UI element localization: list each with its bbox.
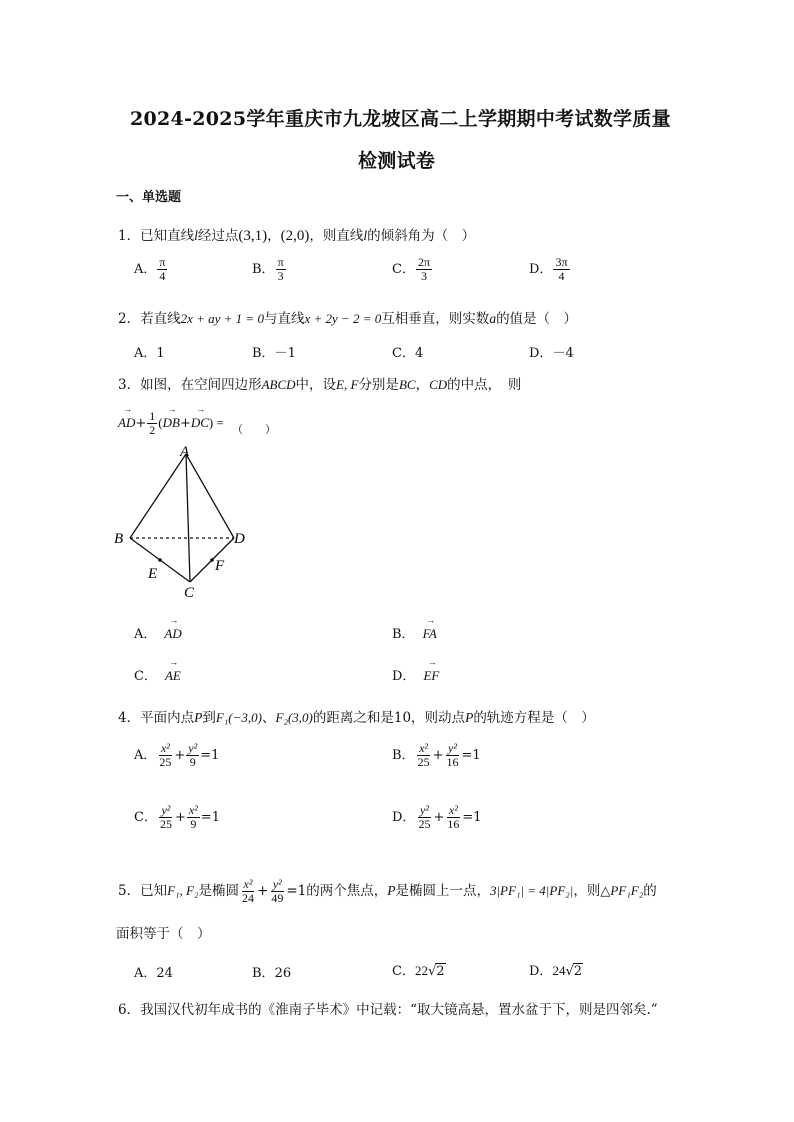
point-f bbox=[210, 558, 214, 562]
label-b: B bbox=[114, 531, 124, 547]
label-f: F bbox=[215, 558, 225, 574]
option-b[interactable]: B． $\frac{\text{x²}}{25}$ + $\frac{\text{y²}}{16}$ =1 bbox=[392, 741, 481, 769]
question-2: 2．若直线2x + ay + 1 = 0与直线x + 2y − 2 = 0互相垂直，则实数a的值是（ ） bbox=[118, 311, 578, 327]
option-c[interactable]: C．22√2 bbox=[392, 963, 445, 979]
question-3: 3．如图，在空间四边形ABCD中，设E, F分别是BC，CD的中点， 则 bbox=[118, 377, 522, 393]
option-c[interactable]: C．→ AE bbox=[134, 665, 181, 684]
option-b[interactable]: B．－1 bbox=[252, 346, 296, 361]
question-number: 2． bbox=[118, 311, 141, 327]
option-b[interactable]: B．26 bbox=[252, 966, 292, 981]
question-5-line2: 面积等于（ ） bbox=[116, 926, 211, 942]
edge-ad bbox=[186, 454, 234, 538]
option-b[interactable]: B． $\frac{\pi}{3}$ bbox=[252, 255, 284, 283]
page-title: 2024-2025学年重庆市九龙坡区高二上学期期中考试数学质量 bbox=[130, 108, 671, 130]
question-6: 6．我国汉代初年成书的《淮南子毕术》中记载：“取大镜高悬，置水盆于下，则是四邻矣.” bbox=[118, 1002, 658, 1018]
option-a[interactable]: A． $\frac{\pi}{4}$ bbox=[134, 255, 166, 283]
option-a[interactable]: A．→ AD bbox=[134, 623, 182, 642]
edge-ab bbox=[130, 454, 186, 538]
option-d[interactable]: D． $\frac{\text{y²}}{25}$ + $\frac{\text{x²}}{16}$ =1 bbox=[392, 803, 482, 831]
question-number: 1． bbox=[118, 228, 141, 244]
option-d[interactable]: D．→ EF bbox=[392, 665, 439, 684]
option-c[interactable]: C．4 bbox=[392, 346, 424, 361]
option-d[interactable]: D．－4 bbox=[529, 346, 574, 361]
option-b[interactable]: B．→ FA bbox=[392, 623, 437, 642]
edge-ac bbox=[186, 454, 190, 582]
point-e bbox=[158, 558, 162, 562]
question-4: 4．平面内点P到F₁(−3,0)、F₂(3,0)的距离之和是10，则动点P的轨迹方程是（ ） bbox=[118, 710, 595, 726]
option-d[interactable]: D．24√2 bbox=[529, 963, 583, 979]
option-c[interactable]: C． $\frac{2\pi}{3}$ bbox=[392, 255, 431, 283]
question-number: 5． bbox=[118, 883, 141, 899]
question-3-expression: → AD+ $\frac{1}{2}$ (→ DB+→ DC) = $_{( )}$ bbox=[118, 410, 276, 437]
section-heading: 一、单选题 bbox=[116, 190, 182, 205]
question-number: 6． bbox=[118, 1002, 141, 1018]
option-a[interactable]: A． $\frac{\text{x²}}{25}$ + $\frac{\text{y²}}{9}$ =1 bbox=[134, 741, 220, 769]
question-number: 3． bbox=[118, 377, 141, 393]
label-d: D bbox=[234, 531, 245, 547]
question-number: 4． bbox=[118, 710, 141, 726]
page-title-line2: 检测试卷 bbox=[358, 150, 436, 172]
question-5: 5．已知F₁, F₂是椭圆 $\frac{\text{x²}}{24}$ + $\frac{\text{y²}}{49}$ =1的两个焦点，P是椭圆上一点，3|PF₁| = 4|PF₂|，则△PF₁F₂的 bbox=[118, 877, 657, 905]
tetrahedron-figure bbox=[108, 440, 258, 600]
option-a[interactable]: A．24 bbox=[134, 966, 173, 981]
label-a: A bbox=[180, 444, 190, 460]
option-c[interactable]: C． $\frac{\text{y²}}{25}$ + $\frac{\text{x²}}{9}$ =1 bbox=[134, 803, 220, 831]
option-d[interactable]: D． $\frac{3\pi}{4}$ bbox=[529, 255, 568, 283]
question-1: 1．已知直线l经过点(3,1)，(2,0)，则直线l的倾斜角为（ ） bbox=[118, 228, 476, 244]
label-c: C bbox=[184, 585, 195, 600]
label-e: E bbox=[148, 566, 158, 582]
option-a[interactable]: A．1 bbox=[134, 346, 165, 361]
